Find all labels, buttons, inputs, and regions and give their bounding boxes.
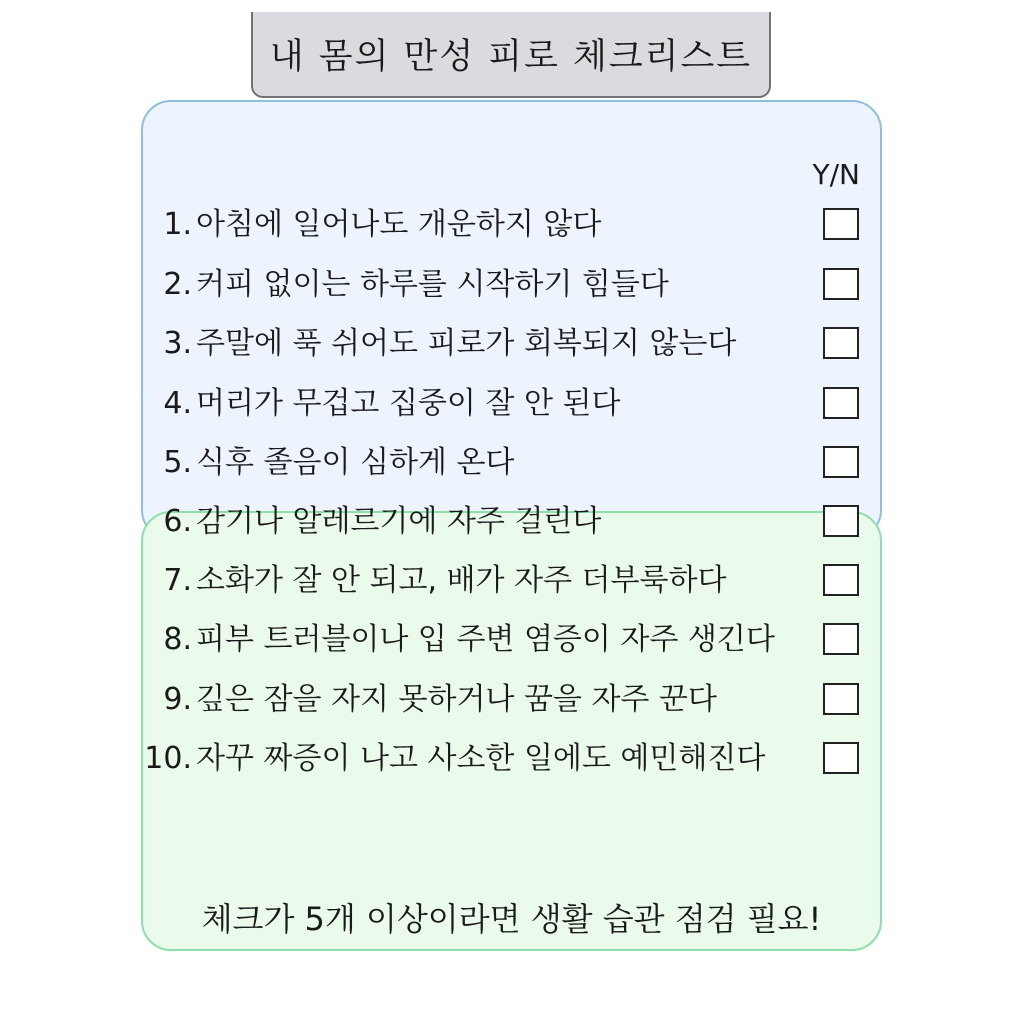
item-label: 소화가 잘 안 되고, 배가 자주 더부룩하다 — [196, 563, 727, 598]
item-label: 식후 졸음이 심하게 온다 — [196, 445, 515, 480]
checkbox-item-10[interactable] — [823, 742, 859, 774]
checkbox-item-7[interactable] — [823, 564, 859, 596]
checkbox-item-9[interactable] — [823, 683, 859, 715]
page-title: 내 몸의 만성 피로 체크리스트 — [251, 12, 771, 98]
item-label: 아침에 일어나도 개운하지 않다 — [196, 207, 602, 242]
checklist-item-6 — [130, 502, 950, 542]
item-label: 감기나 알레르기에 자주 걸린다 — [196, 504, 602, 539]
item-number: 2. — [163, 267, 192, 302]
item-number: 8. — [163, 622, 192, 657]
checkbox-item-4[interactable] — [823, 387, 859, 419]
item-label: 자꾸 짜증이 나고 사소한 일에도 예민해진다 — [196, 741, 766, 776]
checklist-item-5 — [130, 443, 950, 483]
footer-note: 체크가 5개 이상이라면 생활 습관 점검 필요! — [201, 900, 822, 938]
checklist-item-1 — [130, 205, 950, 245]
item-number: 7. — [163, 563, 192, 598]
item-label: 주말에 푹 쉬어도 피로가 회복되지 않는다 — [196, 326, 737, 361]
item-label: 커피 없이는 하루를 시작하기 힘들다 — [196, 267, 669, 302]
item-label: 피부 트러블이나 입 주변 염증이 자주 생긴다 — [196, 622, 775, 657]
checkbox-item-8[interactable] — [823, 623, 859, 655]
item-number: 4. — [163, 386, 192, 421]
checkbox-item-3[interactable] — [823, 327, 859, 359]
checklist-item-10 — [130, 739, 950, 779]
item-number: 9. — [163, 682, 192, 717]
checkbox-item-1[interactable] — [823, 208, 859, 240]
checkbox-item-6[interactable] — [823, 505, 859, 537]
checklist-item-7 — [130, 561, 950, 601]
checklist-item-9 — [130, 680, 950, 720]
checklist-item-3 — [130, 324, 950, 364]
yn-column-header: Y/N — [812, 158, 860, 191]
checklist-item-8 — [130, 620, 950, 660]
checkbox-item-5[interactable] — [823, 446, 859, 478]
item-number: 10. — [144, 741, 192, 776]
item-number: 6. — [163, 504, 192, 539]
checklist-item-2 — [130, 265, 950, 305]
item-number: 1. — [163, 207, 192, 242]
item-number: 3. — [163, 326, 192, 361]
item-label: 머리가 무겁고 집중이 잘 안 된다 — [196, 386, 621, 421]
item-label: 깊은 잠을 자지 못하거나 꿈을 자주 꾼다 — [196, 682, 717, 717]
item-number: 5. — [163, 445, 192, 480]
checkbox-item-2[interactable] — [823, 268, 859, 300]
checklist-item-4 — [130, 384, 950, 424]
